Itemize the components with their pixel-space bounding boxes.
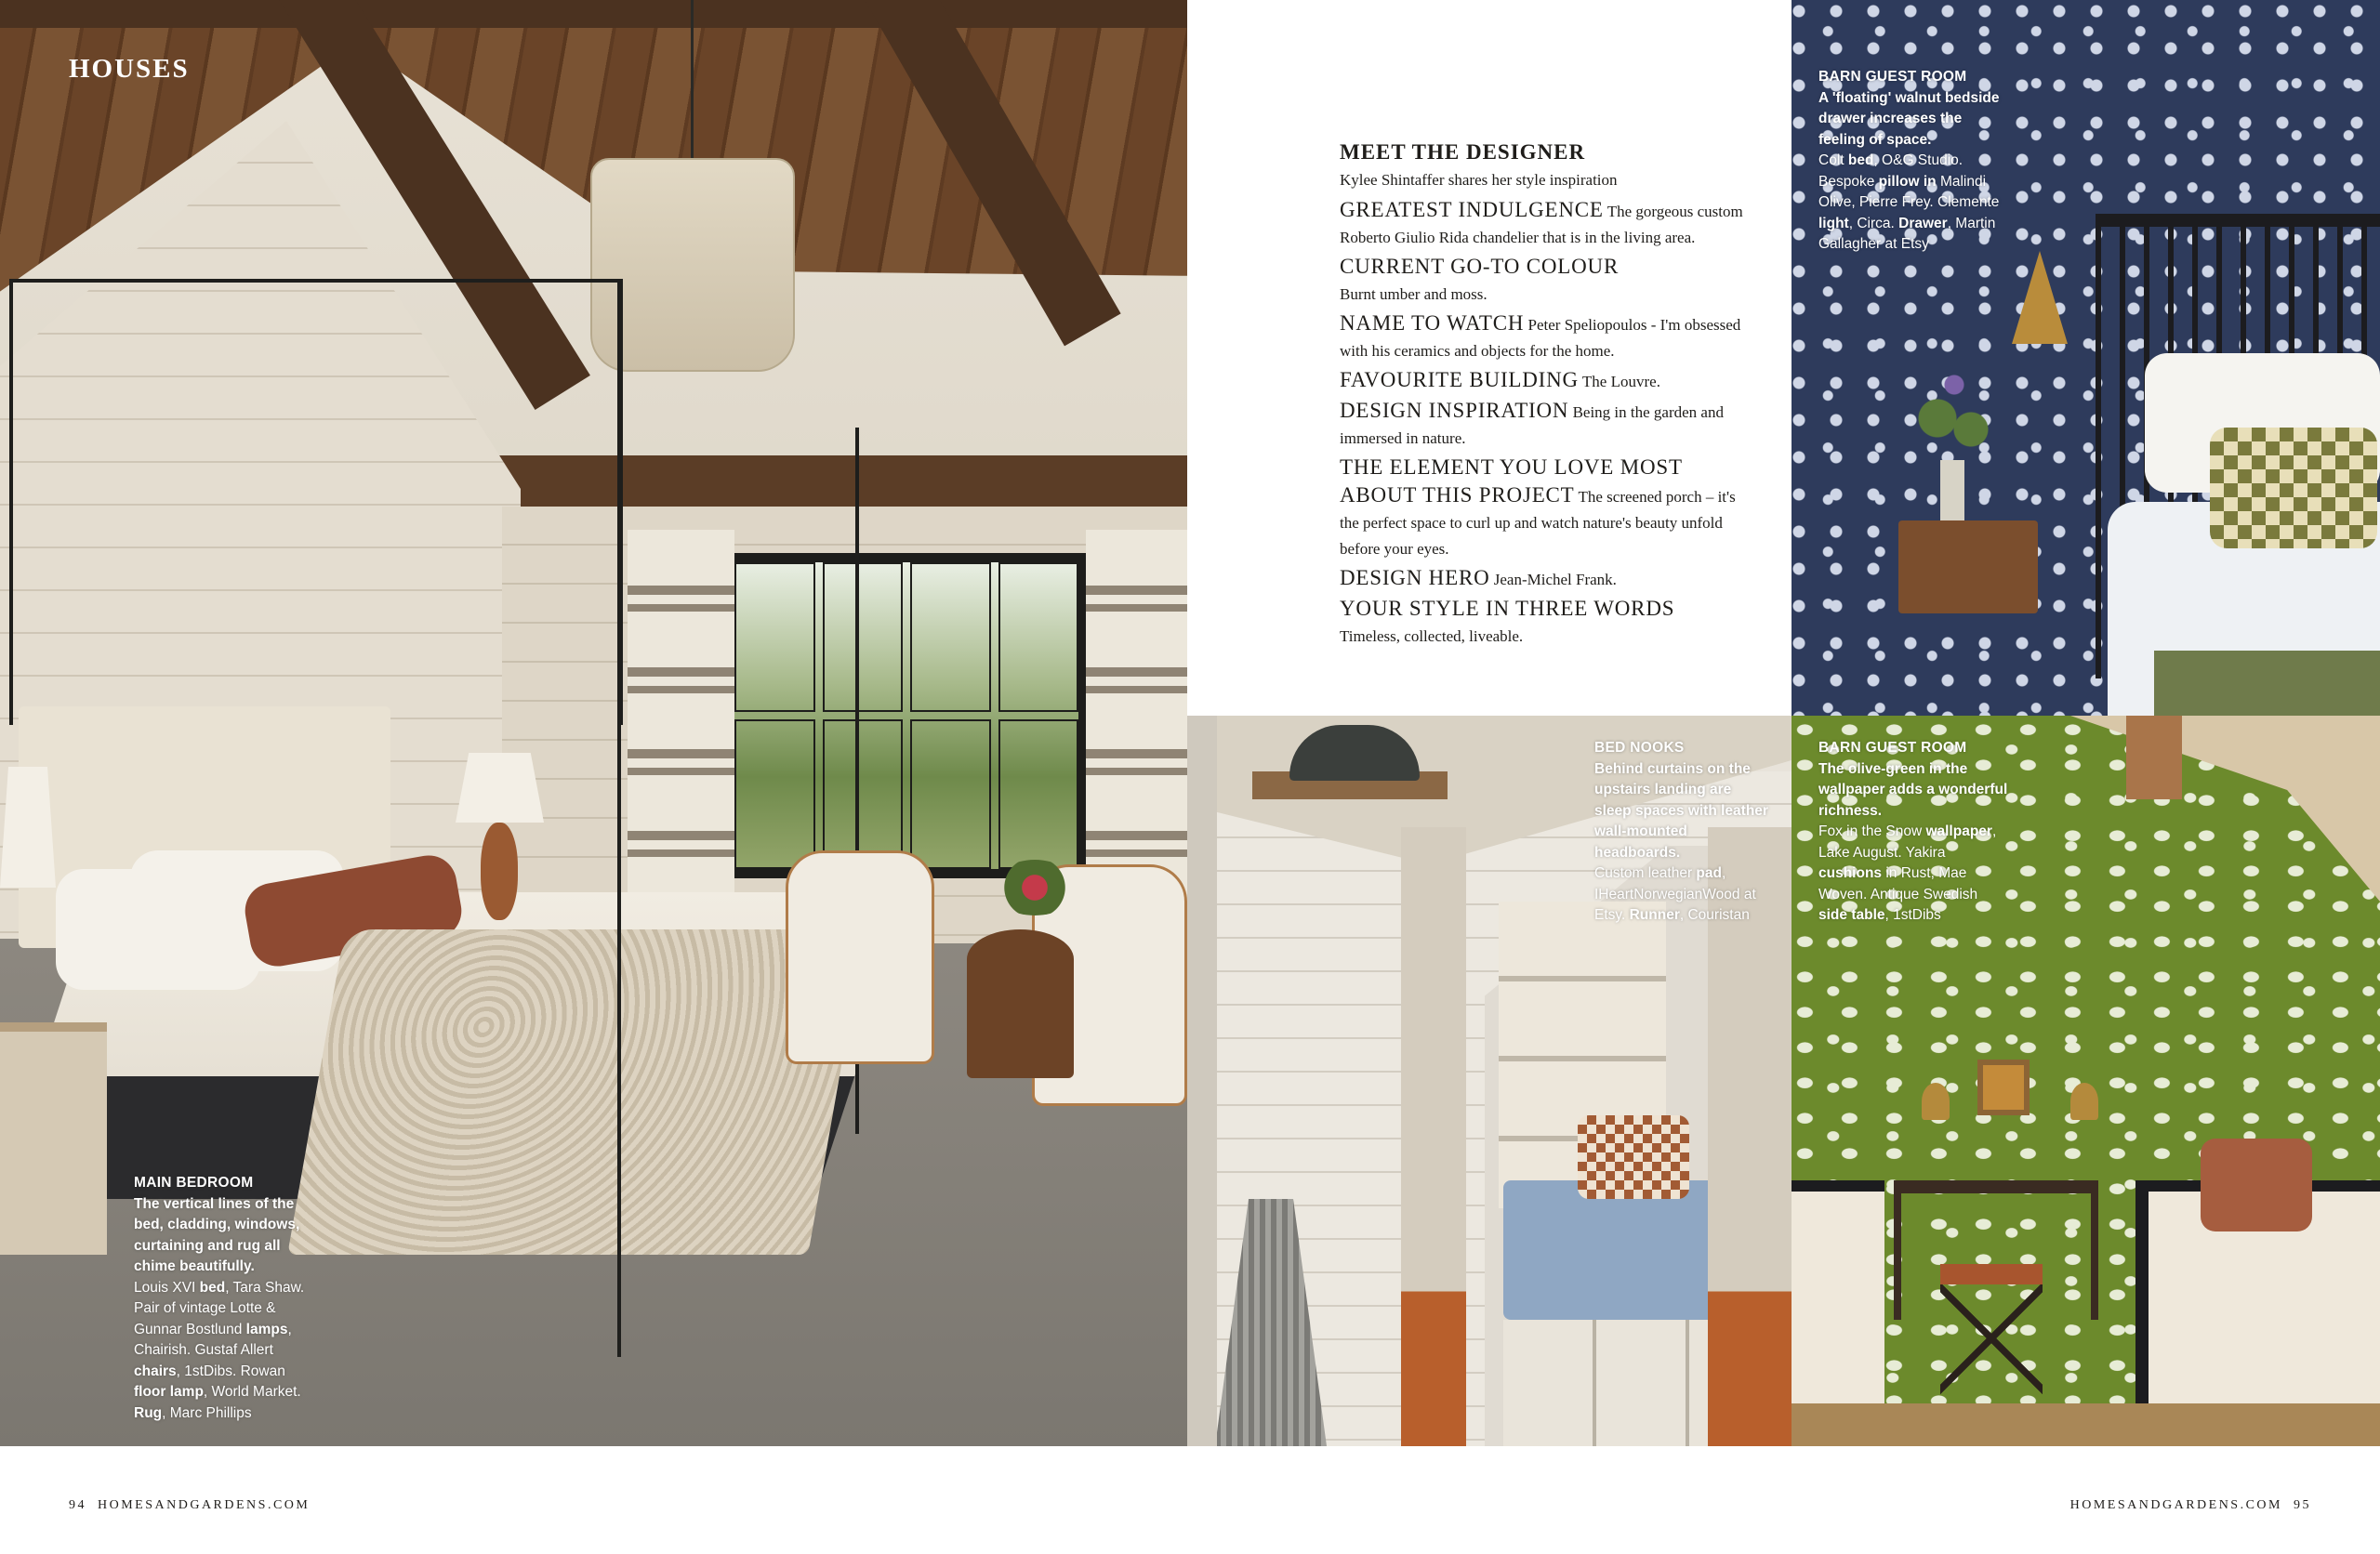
- ceiling-beam: [2126, 716, 2182, 799]
- caption-credits: [1594, 865, 1756, 923]
- credit-text: , Chairish. Gustaf Allert: [134, 1321, 292, 1358]
- credit-item: lamps: [245, 1321, 288, 1337]
- nook-curtain: [1401, 827, 1466, 1446]
- rust-cushion: [2201, 1139, 2312, 1231]
- wall-sconce: [1922, 1083, 1950, 1120]
- qa-question: GREATEST INDULGENCE: [1340, 198, 1604, 221]
- meet-the-designer: [1340, 139, 1749, 652]
- credit-text: , IHeartNorwegianWood at Etsy.: [1594, 865, 1756, 923]
- floating-drawer: [1898, 520, 2038, 613]
- qa-question: THE ELEMENT YOU LOVE MOST ABOUT THIS PROJECT: [1340, 455, 1683, 507]
- wall-light: [2012, 251, 2068, 344]
- table-lamp-shade: [0, 767, 56, 888]
- caption-barn-guest-room: [1818, 67, 2009, 256]
- caption-lead: A 'floating' walnut bedside drawer increases the feeling of space.: [1818, 89, 2000, 148]
- caption-lead: The vertical lines of the bed, cladding, windows, curtaining and rug all chime beautifully.: [134, 1195, 300, 1274]
- caption-title: BARN GUEST ROOM: [1818, 740, 1967, 756]
- qa-answer: The Louvre.: [1581, 373, 1660, 390]
- credit-item: wallpaper: [1925, 823, 1992, 839]
- vase: [1940, 460, 1964, 525]
- qa-question: FAVOURITE BUILDING: [1340, 368, 1579, 391]
- qa-answer: Timeless, collected, liveable.: [1340, 627, 1524, 645]
- qa-question: DESIGN INSPIRATION: [1340, 399, 1569, 422]
- credit-item: bed: [199, 1279, 226, 1296]
- qa-item: [1340, 254, 1749, 308]
- credit-text: in Rust, Mae Woven. Antique Swedish: [1818, 865, 1978, 902]
- credit-text: , 1stDibs: [1884, 907, 1941, 923]
- credit-item: pad: [1696, 865, 1722, 881]
- canopy-post: [617, 279, 621, 1357]
- qa-item: [1340, 454, 1749, 562]
- credit-item: Runner: [1629, 907, 1680, 923]
- qa-answer: The gorgeous custom Roberto Giulio Rida chandelier that is in the living area.: [1340, 203, 1743, 246]
- qa-answer: Burnt umber and moss.: [1340, 285, 1488, 303]
- caption-lead: Behind curtains on the upstairs landing are sleep spaces with leather wall-mounted headboards.: [1594, 760, 1768, 861]
- green-blanket: [2154, 651, 2380, 716]
- designer-intro: Kylee Shintaffer shares her style inspiration: [1340, 171, 1618, 189]
- credit-text: , O&G Studio. Bespoke: [1818, 152, 1964, 190]
- caption-credits: [1818, 152, 1999, 252]
- qa-answer: Peter Speliopoulos - I'm obsessed with his ceramics and objects for the home.: [1340, 316, 1741, 360]
- credit-item: floor lamp: [134, 1384, 204, 1400]
- qa-item: [1340, 398, 1749, 452]
- credit-item: side table: [1818, 907, 1885, 923]
- credit-item: chairs: [134, 1363, 177, 1379]
- section-label: HOUSES: [69, 54, 190, 84]
- credit-item: bed: [1847, 152, 1874, 168]
- designer-heading: MEET THE DESIGNER: [1340, 140, 1586, 164]
- panel-gutter: [1187, 716, 1217, 1446]
- qa-item: [1340, 367, 1749, 395]
- folio-left: 94 HOMESANDGARDENS.COM: [69, 1498, 311, 1512]
- credit-item: cushions: [1818, 865, 1883, 881]
- nightstand: [0, 1022, 107, 1255]
- table-lamp-shade: [456, 753, 544, 823]
- credit-item: Rug: [134, 1404, 163, 1421]
- folio-right: HOMESANDGARDENS.COM 95: [2069, 1498, 2311, 1512]
- credit-text: Colt: [1818, 152, 1848, 168]
- side-table: [967, 929, 1074, 1078]
- qa-item: [1340, 596, 1749, 650]
- knit-throw: [287, 929, 866, 1255]
- wall-sconce: [2070, 1083, 2098, 1120]
- floor: [1792, 1403, 2380, 1446]
- caption-credits: [1818, 823, 1996, 923]
- qa-item: [1340, 310, 1749, 364]
- canopy-frame: [9, 279, 623, 725]
- qa-answer: Being in the garden and immersed in nature.: [1340, 403, 1724, 447]
- credit-text: , Circa.: [1848, 215, 1899, 231]
- armchair: [786, 850, 934, 1064]
- caption-barn-guest-room-green: [1818, 738, 2009, 927]
- credit-text: , World Market.: [203, 1384, 301, 1400]
- caption-main-bedroom: [134, 1173, 320, 1424]
- caption-credits: [134, 1280, 304, 1421]
- credit-text: , Martin Gallagher at Etsy: [1818, 215, 1996, 252]
- check-pillow: [1578, 1115, 1689, 1199]
- qa-item: [1340, 565, 1749, 593]
- qa-answer: The screened porch – it's the perfect space to curl up and watch nature's beauty unfold before your eyes.: [1340, 488, 1736, 558]
- flower-stems: [1912, 362, 1996, 474]
- credit-text: Malindi Olive, Pierre Frey. Clemente: [1818, 173, 2000, 210]
- credit-text: Custom leather: [1594, 865, 1697, 881]
- pendant-cord: [691, 0, 694, 163]
- qa-question: YOUR STYLE IN THREE WORDS: [1340, 597, 1675, 620]
- credit-text: , Tara Shaw. Pair of vintage Lotte & Gunnar Bostlund: [134, 1279, 305, 1337]
- credit-text: , 1stDibs. Rowan: [176, 1363, 285, 1379]
- folding-stool: [1940, 1264, 2043, 1413]
- caption-title: BARN GUEST ROOM: [1818, 69, 1967, 85]
- credit-text: Louis XVI: [134, 1279, 200, 1296]
- credit-text: , Lake August. Yakira: [1818, 823, 1997, 861]
- qa-item: [1340, 197, 1749, 251]
- caption-title: MAIN BEDROOM: [134, 1175, 254, 1191]
- qa-answer: Jean-Michel Frank.: [1493, 571, 1617, 588]
- credit-text: , Marc Phillips: [162, 1404, 252, 1421]
- ceiling-beam: [0, 0, 1187, 28]
- qa-question: DESIGN HERO: [1340, 566, 1490, 589]
- credit-item: Drawer: [1898, 215, 1948, 231]
- table-lamp-base: [481, 823, 518, 920]
- credit-text: Fox in the Snow: [1818, 823, 1926, 839]
- caption-lead: The olive-green in the wallpaper adds a wonderful richness.: [1818, 760, 2008, 819]
- qa-question: NAME TO WATCH: [1340, 311, 1525, 335]
- sloped-ceiling: [2070, 716, 2380, 902]
- caption-title: BED NOOKS: [1594, 740, 1685, 756]
- flower-vase: [993, 860, 1077, 915]
- credit-item: pillow in: [1878, 173, 1937, 190]
- window: [725, 553, 1088, 878]
- credit-item: light: [1818, 215, 1849, 231]
- caption-bed-nooks: [1594, 738, 1771, 927]
- check-pillow: [2210, 428, 2377, 548]
- credit-text: , Couristan: [1679, 907, 1750, 923]
- framed-picture: [1977, 1060, 2030, 1115]
- qa-question: CURRENT GO-TO COLOUR: [1340, 255, 1620, 278]
